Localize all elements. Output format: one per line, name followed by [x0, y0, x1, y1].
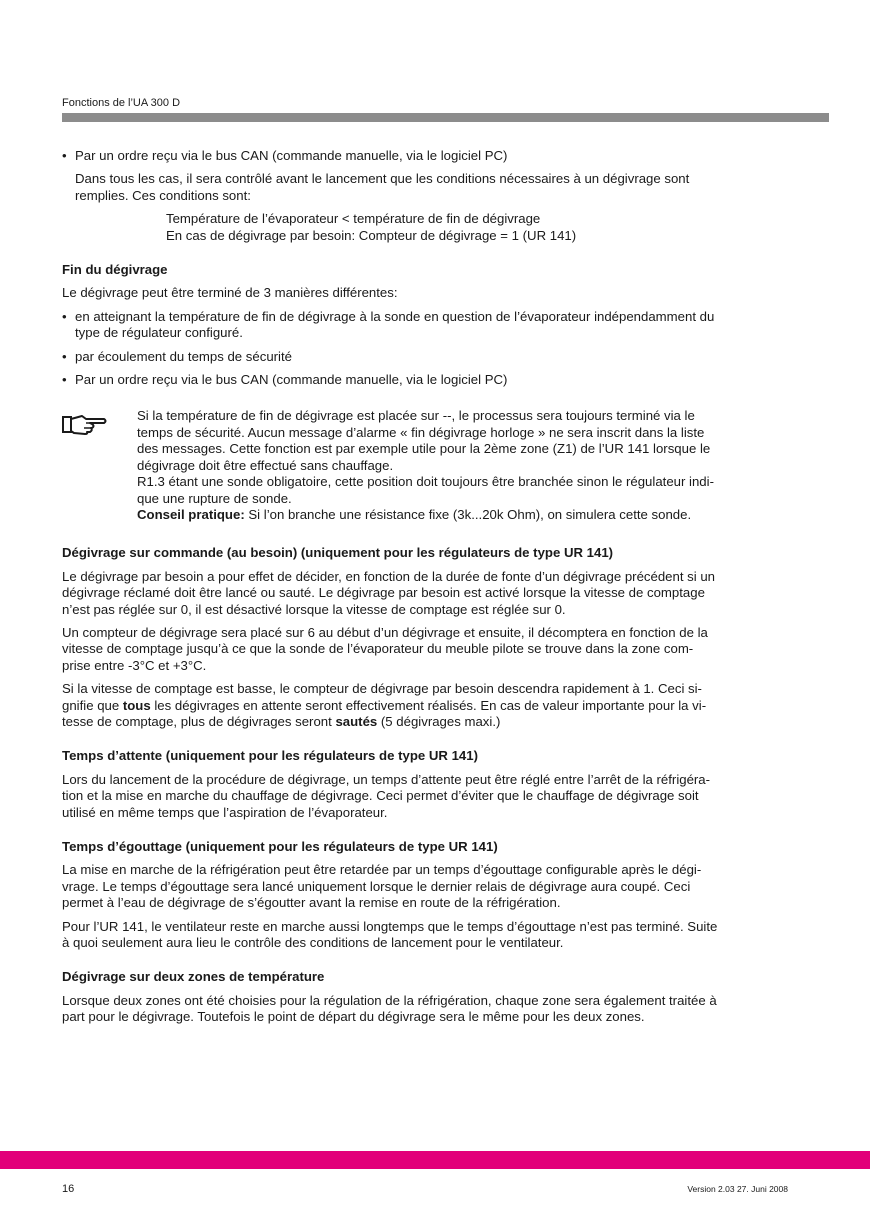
- pointing-hand-icon: [62, 412, 108, 436]
- tip-text: Si l’on branche une résistance fixe (3k...20k Ohm), on simulera cette sonde.: [244, 506, 692, 522]
- text-line: Pour l’UR 141, le ventilateur reste en marche aussi longtemps que le temps d’égouttage n’est pas terminé. Suite: [62, 918, 718, 934]
- conditions-block: [62, 211, 792, 244]
- section-heading: Dégivrage sur commande (au besoin) (uniquement pour les régulateurs de type UR 141): [62, 545, 614, 561]
- condition-line: En cas de dégivrage par besoin: Compteur de dégivrage = 1 (UR 141): [166, 227, 577, 243]
- text-line: permet à l’eau de dégivrage de s’égoutter avant la remise en route de la réfrigération.: [62, 895, 561, 911]
- text-run: gnifie que: [62, 697, 123, 713]
- bold-run: tous: [122, 697, 151, 713]
- text-line: Un compteur de dégivrage sera placé sur 6 au début d’un dégivrage et ensuite, il décomptera en fonction de la: [62, 624, 708, 640]
- text-line: n’est pas réglée sur 0, il est désactivé lorsque la vitesse de comptage est réglée sur 0.: [62, 601, 566, 617]
- text-line: que une rupture de sonde.: [137, 490, 292, 506]
- text-line: part pour le dégivrage. Toutefois le point de départ du dégivrage sera le même pour les deux zones.: [62, 1009, 645, 1025]
- text-line: dégivrage doit être effectué sans chauffage.: [137, 457, 394, 473]
- text-line: Lorsque deux zones ont été choisies pour la régulation de la réfrigération, chaque zone sera également traitée à: [62, 992, 717, 1008]
- text-line: vitesse de comptage jusqu’à ce que la sonde de l’évaporateur du meuble pilote se trouve dans la zone com-: [62, 641, 694, 657]
- tip-line: [137, 507, 792, 523]
- running-header: Fonctions de l’UA 300 D: [62, 97, 181, 109]
- section-heading: Dégivrage sur deux zones de température: [62, 969, 325, 985]
- text-line: La mise en marche de la réfrigération peut être retardée par un temps d’égouttage configurable après le dégi-: [62, 862, 702, 878]
- section-heading: Temps d’attente (uniquement pour les régulateurs de type UR 141): [62, 748, 478, 764]
- note-text: [137, 408, 792, 523]
- paragraph: [62, 569, 792, 618]
- text-run: les dégivrages en attente seront effectivement réalisés. En cas de valeur importante pour la vi-: [150, 697, 707, 713]
- text-line: Si la vitesse de comptage est basse, le compteur de dégivrage par besoin descendra rapidement à 1. Ceci si-: [62, 681, 702, 697]
- text-run: (5 dégivrages maxi.): [377, 713, 501, 729]
- paragraph: [62, 681, 792, 730]
- footer-accent-bar: [0, 1151, 870, 1169]
- text-line: des messages. Cette fonction est par exemple utile pour la 2ème zone (Z1) de l’UR 141 lorsque le: [137, 441, 711, 457]
- bullet-item: [62, 309, 792, 342]
- paragraph: [62, 862, 792, 911]
- note-box: [62, 408, 792, 523]
- page-content: [62, 148, 792, 1033]
- paragraph: [62, 993, 792, 1026]
- bullet-item: • par écoulement du temps de sécurité: [62, 349, 792, 365]
- text-line: à quoi seulement aura lieu le contrôle des conditions de lancement pour le ventilateur.: [62, 935, 564, 951]
- text-line: • en atteignant la température de fin de dégivrage à la sonde en question de l’évaporateur indépendamment du: [75, 308, 715, 324]
- text-line: remplies. Ces conditions sont:: [75, 187, 251, 203]
- text-line: Si la température de fin de dégivrage est placée sur --, le processus sera toujours terminé via le: [137, 408, 695, 424]
- text-line: type de régulateur configuré.: [75, 325, 243, 341]
- text-line: Le dégivrage par besoin a pour effet de décider, en fonction de la durée de fonte d’un dégivrage précédent si un: [62, 568, 716, 584]
- text-line: temps de sécurité. Aucun message d’alarme « fin dégivrage horloge » ne sera inscrit dans la liste: [137, 424, 705, 440]
- text-line: prise entre -3°C et +3°C.: [62, 657, 207, 673]
- paragraph: [62, 919, 792, 952]
- text-line: utilisé en même temps que l’aspiration de l’évaporateur.: [62, 804, 388, 820]
- paragraph: [62, 625, 792, 674]
- bullet-item: • Par un ordre reçu via le bus CAN (commande manuelle, via le logiciel PC): [62, 372, 792, 388]
- section-heading: Temps d’égouttage (uniquement pour les régulateurs de type UR 141): [62, 839, 498, 854]
- tip-label: Conseil pratique:: [137, 506, 245, 522]
- page-number: 16: [62, 1183, 75, 1195]
- bold-run: sautés: [335, 713, 378, 729]
- text-run: tesse de comptage, plus de dégivrages seront: [62, 713, 336, 729]
- header-rule: [62, 113, 829, 122]
- text-line: Lors du lancement de la procédure de dégivrage, un temps d’attente peut être réglé entre l’arrêt de la réfrigéra-: [62, 771, 711, 787]
- section-heading: Fin du dégivrage: [62, 262, 168, 278]
- text-line: [62, 714, 792, 730]
- text-line: Dans tous les cas, il sera contrôlé avant le lancement que les conditions nécessaires à un dégivrage sont: [75, 171, 690, 187]
- bullet-item: • Par un ordre reçu via le bus CAN (commande manuelle, via le logiciel PC): [62, 148, 792, 164]
- text-line: dégivrage réclamé doit être lancé ou sauté. Le dégivrage par besoin est activé lorsque la vitesse de comptage: [62, 585, 705, 601]
- paragraph: [62, 772, 792, 821]
- paragraph: Le dégivrage peut être terminé de 3 manières différentes:: [62, 285, 398, 301]
- text-line: [62, 698, 792, 714]
- text-line: R1.3 étant une sonde obligatoire, cette position doit toujours être branchée sinon le régulateur indi-: [137, 474, 714, 490]
- version-info: Version 2.03 27. Juni 2008: [687, 1184, 788, 1194]
- text-line: vrage. Le temps d’égouttage sera lancé uniquement lorsque le dernier relais de dégivrage aura coupé. Ceci: [62, 878, 691, 894]
- text-line: tion et la mise en marche du chauffage de dégivrage. Ceci permet d’éviter que le chauffage de dégivrage soit: [62, 788, 699, 804]
- paragraph: [62, 171, 792, 204]
- condition-line: Température de l’évaporateur < température de fin de dégivrage: [166, 211, 541, 227]
